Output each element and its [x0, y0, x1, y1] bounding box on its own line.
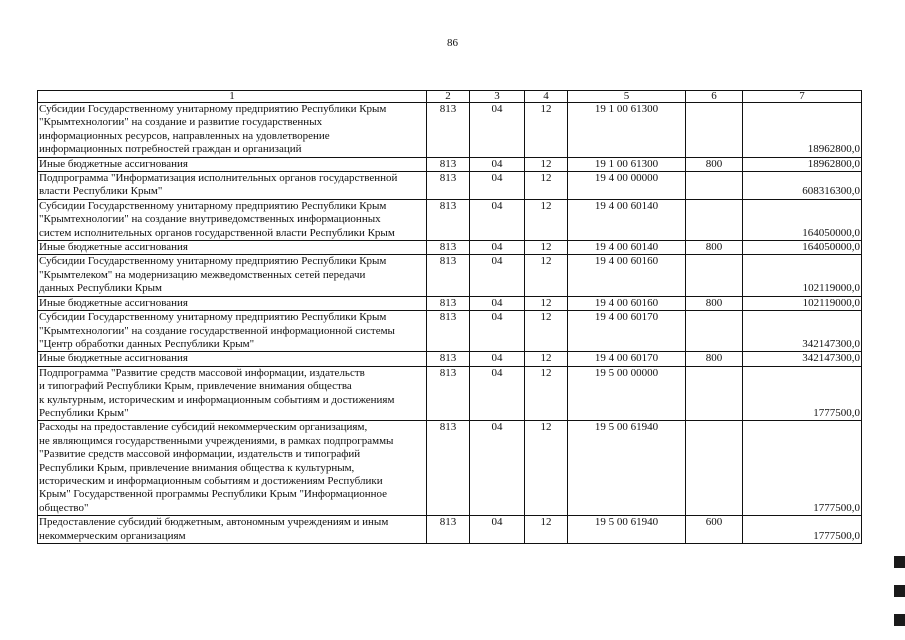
header-cell: 7 [743, 91, 862, 103]
code-cell: 12 [525, 296, 568, 310]
code-cell: 813 [427, 199, 470, 240]
code-cell: 12 [525, 255, 568, 296]
header-cell: 3 [470, 91, 525, 103]
code-cell: 800 [686, 352, 743, 366]
code-cell: 12 [525, 241, 568, 255]
row-name-line: "Крымтехнологии" на создание государственной информационной системы [39, 324, 395, 337]
row-name-line: Расходы на предоставление субсидий некоммерческим организациям, [39, 421, 368, 434]
row-name-line: "Крымтехнологии" на создание и развитие государственных [39, 116, 323, 129]
code-cell: 19 4 00 60160 [568, 296, 686, 310]
row-name-line: Республики Крым" [39, 406, 129, 419]
row-name-cell [38, 366, 427, 421]
code-cell: 813 [427, 172, 470, 200]
row-name-cell [38, 172, 427, 200]
sum-cell: 164050000,0 [743, 241, 862, 255]
row-name-line: к культурным, историческим и информационным событиям и достижениям [39, 393, 395, 406]
code-cell: 813 [427, 366, 470, 421]
table-row [38, 241, 862, 255]
code-cell: 04 [470, 296, 525, 310]
code-cell: 19 4 00 60140 [568, 199, 686, 240]
row-name-line: информационных потребностей граждан и организаций [39, 143, 302, 156]
code-cell: 19 1 00 61300 [568, 103, 686, 158]
code-cell: 04 [470, 103, 525, 158]
sum-cell: 18962800,0 [743, 157, 862, 171]
row-name-cell [38, 421, 427, 516]
sum-cell: 102119000,0 [743, 255, 862, 296]
code-cell: 12 [525, 199, 568, 240]
code-cell: 19 5 00 61940 [568, 516, 686, 544]
row-name-line: систем исполнительных органов государственной власти Республики Крым [39, 226, 395, 239]
code-cell: 04 [470, 516, 525, 544]
row-name-cell [38, 296, 427, 310]
row-name-line: Иные бюджетные ассигнования [39, 352, 188, 365]
code-cell: 813 [427, 516, 470, 544]
code-cell: 12 [525, 172, 568, 200]
sum-cell: 18962800,0 [743, 103, 862, 158]
row-name-line: не являющимся государственными учреждениями, в рамках подпрограммы [39, 434, 394, 447]
code-cell: 12 [525, 366, 568, 421]
row-name-line: Субсидии Государственному унитарному предприятию Республики Крым [39, 255, 387, 268]
code-cell: 813 [427, 352, 470, 366]
code-cell: 600 [686, 516, 743, 544]
sum-cell: 1777500,0 [743, 516, 862, 544]
row-name-line: и типографий Республики Крым, привлечение внимания общества [39, 380, 352, 393]
table-row [38, 157, 862, 171]
budget-table [37, 90, 862, 544]
row-name-cell [38, 199, 427, 240]
code-cell: 04 [470, 199, 525, 240]
sum-cell: 164050000,0 [743, 199, 862, 240]
table-row [38, 199, 862, 240]
row-name-cell [38, 103, 427, 158]
code-cell: 04 [470, 255, 525, 296]
code-cell: 04 [470, 157, 525, 171]
code-cell: 12 [525, 103, 568, 158]
scan-edge-mark [894, 585, 905, 597]
header-cell: 5 [568, 91, 686, 103]
code-cell: 800 [686, 296, 743, 310]
code-cell: 813 [427, 296, 470, 310]
code-cell: 12 [525, 516, 568, 544]
header-cell: 6 [686, 91, 743, 103]
row-name-line: "Крымтелеком" на модернизацию межведомственных сетей передачи [39, 268, 366, 281]
row-name-line: "Центр обработки данных Республики Крым" [39, 337, 255, 350]
header-cell: 4 [525, 91, 568, 103]
code-cell: 04 [470, 366, 525, 421]
row-name-cell [38, 311, 427, 352]
row-name-line: "Крымтехнологии" на создание внутриведомственных информационных [39, 213, 381, 226]
row-name-line: информационных ресурсов, направленных на удовлетворение [39, 129, 330, 142]
row-name-line: власти Республики Крым" [39, 185, 163, 198]
code-cell [686, 366, 743, 421]
row-name-line: Крым" Государственной программы Республики Крым "Информационное [39, 488, 388, 501]
code-cell: 800 [686, 241, 743, 255]
sum-cell: 608316300,0 [743, 172, 862, 200]
row-name-line: Субсидии Государственному унитарному предприятию Республики Крым [39, 311, 387, 324]
table-row [38, 366, 862, 421]
table-row [38, 352, 862, 366]
table-row [38, 311, 862, 352]
sum-cell: 102119000,0 [743, 296, 862, 310]
scan-edge-mark [894, 614, 905, 626]
row-name-line: Субсидии Государственному унитарному предприятию Республики Крым [39, 199, 387, 212]
sum-cell: 1777500,0 [743, 421, 862, 516]
code-cell: 12 [525, 311, 568, 352]
code-cell: 04 [470, 241, 525, 255]
row-name-line: данных Республики Крым [39, 282, 163, 295]
code-cell [686, 311, 743, 352]
code-cell: 813 [427, 241, 470, 255]
code-cell: 813 [427, 421, 470, 516]
table-row [38, 421, 862, 516]
code-cell: 813 [427, 103, 470, 158]
code-cell: 19 4 00 60160 [568, 255, 686, 296]
code-cell: 04 [470, 311, 525, 352]
page-number: 86 [447, 37, 458, 49]
table-row [38, 255, 862, 296]
table-row [38, 172, 862, 200]
code-cell: 04 [470, 421, 525, 516]
sum-cell: 342147300,0 [743, 311, 862, 352]
row-name-line: Иные бюджетные ассигнования [39, 296, 188, 309]
code-cell: 12 [525, 352, 568, 366]
code-cell: 12 [525, 421, 568, 516]
row-name-line: Предоставление субсидий бюджетным, автономным учреждениям и иным [39, 516, 389, 529]
row-name-cell [38, 157, 427, 171]
code-cell: 813 [427, 157, 470, 171]
code-cell: 19 4 00 00000 [568, 172, 686, 200]
row-name-line: Подпрограмма "Развитие средств массовой информации, издательств [39, 366, 365, 379]
table-row [38, 103, 862, 158]
row-name-cell [38, 241, 427, 255]
row-name-line: Иные бюджетные ассигнования [39, 241, 188, 254]
row-name-cell [38, 352, 427, 366]
code-cell: 19 4 00 60140 [568, 241, 686, 255]
code-cell: 04 [470, 172, 525, 200]
row-name-line: историческим и информационным событиям и достижениям Республики [39, 474, 383, 487]
code-cell: 19 4 00 60170 [568, 352, 686, 366]
code-cell: 813 [427, 311, 470, 352]
row-name-line: Республики Крым, привлечение внимания общества к культурным, [39, 461, 355, 474]
header-cell: 1 [38, 91, 427, 103]
code-cell: 19 4 00 60170 [568, 311, 686, 352]
code-cell [686, 172, 743, 200]
sum-cell: 1777500,0 [743, 366, 862, 421]
row-name-cell [38, 516, 427, 544]
row-name-cell [38, 255, 427, 296]
row-name-line: Иные бюджетные ассигнования [39, 157, 188, 170]
row-name-line: Подпрограмма "Информатизация исполнительных органов государственной [39, 172, 398, 185]
code-cell: 19 1 00 61300 [568, 157, 686, 171]
row-name-line: "Развитие средств массовой информации, издательств и типографий [39, 448, 361, 461]
row-name-line: Субсидии Государственному унитарному предприятию Республики Крым [39, 103, 387, 115]
sum-cell: 342147300,0 [743, 352, 862, 366]
code-cell [686, 103, 743, 158]
code-cell: 813 [427, 255, 470, 296]
row-name-line: некоммерческим организациям [39, 529, 186, 542]
header-row [38, 91, 862, 103]
code-cell [686, 421, 743, 516]
code-cell [686, 199, 743, 240]
scan-edge-mark [894, 556, 905, 568]
code-cell: 04 [470, 352, 525, 366]
code-cell: 19 5 00 00000 [568, 366, 686, 421]
code-cell: 12 [525, 157, 568, 171]
code-cell: 19 5 00 61940 [568, 421, 686, 516]
code-cell [686, 255, 743, 296]
row-name-line: общество" [39, 501, 89, 514]
table-row [38, 296, 862, 310]
table-row [38, 516, 862, 544]
code-cell: 800 [686, 157, 743, 171]
header-cell: 2 [427, 91, 470, 103]
